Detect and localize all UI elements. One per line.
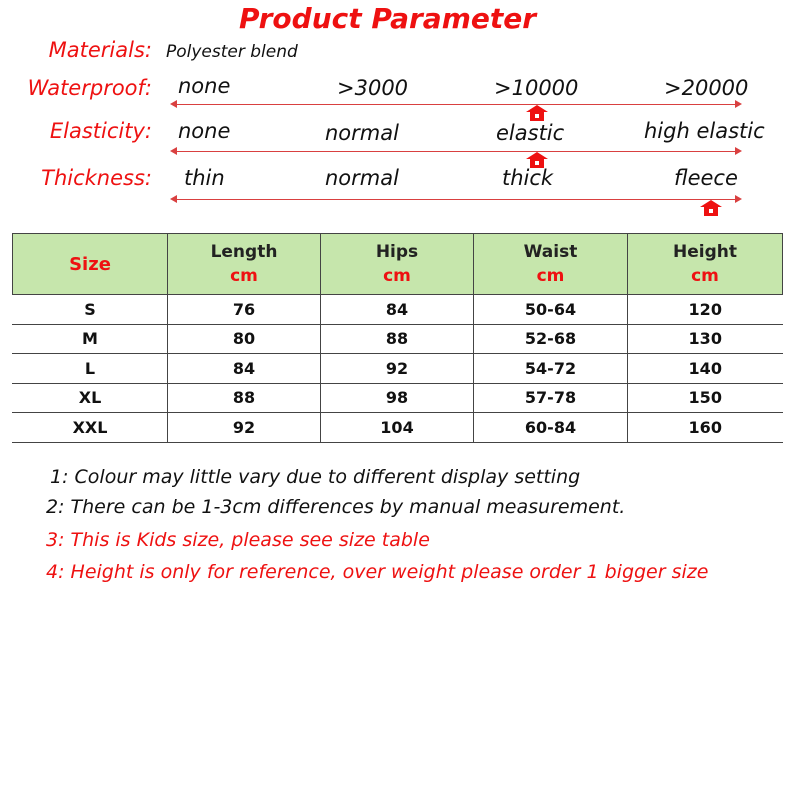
waterproof-option-10000: >10000 — [494, 76, 579, 100]
selected-indicator-icon — [526, 105, 548, 121]
table-row — [13, 413, 783, 443]
column-header-length — [168, 234, 321, 295]
elasticity-option-none: none — [178, 119, 231, 143]
height-cell: 150 — [628, 383, 783, 413]
size-table — [12, 233, 783, 443]
arrow-right-icon — [735, 100, 742, 108]
column-unit: cm — [691, 266, 719, 286]
thickness-option-normal: normal — [325, 166, 399, 190]
length-cell: 88 — [168, 383, 321, 413]
arrow-left-icon — [170, 100, 177, 108]
size-cell: XXL — [13, 413, 168, 443]
note-measurement: 2: There can be 1-3cm differences by manual measurement. — [46, 496, 626, 518]
note-height-reference: 4: Height is only for reference, over weight please order 1 bigger size — [46, 561, 709, 583]
elasticity-scale-line — [172, 151, 740, 152]
arrow-left-icon — [170, 147, 177, 155]
column-header-label: Height — [673, 242, 737, 262]
table-row — [13, 383, 783, 413]
waterproof-label: Waterproof: — [27, 76, 152, 100]
size-cell: L — [13, 354, 168, 384]
thickness-label: Thickness: — [41, 166, 152, 190]
hips-cell: 88 — [321, 324, 474, 354]
height-cell: 160 — [628, 413, 783, 443]
length-cell: 80 — [168, 324, 321, 354]
length-cell: 76 — [168, 295, 321, 325]
materials-value: Polyester blend — [166, 42, 298, 62]
elasticity-option-high-elastic: high elastic — [644, 119, 765, 143]
thickness-scale-line — [172, 199, 740, 200]
column-header-label: Length — [210, 242, 278, 262]
selected-indicator-icon — [700, 200, 722, 216]
waist-cell: 52-68 — [474, 324, 628, 354]
height-cell: 120 — [628, 295, 783, 325]
column-header-label: Waist — [523, 242, 578, 262]
elasticity-option-normal: normal — [325, 121, 399, 145]
size-table-header-row — [13, 234, 783, 295]
arrow-right-icon — [735, 147, 742, 155]
waist-cell: 60-84 — [474, 413, 628, 443]
size-cell: M — [13, 324, 168, 354]
waterproof-option-20000: >20000 — [664, 76, 749, 100]
materials-label: Materials: — [48, 38, 152, 62]
hips-cell: 104 — [321, 413, 474, 443]
page-title: Product Parameter — [238, 2, 537, 35]
hips-cell: 84 — [321, 295, 474, 325]
note-colour: 1: Colour may little vary due to different display setting — [50, 466, 581, 488]
size-cell: XL — [13, 383, 168, 413]
elasticity-option-elastic: elastic — [496, 121, 565, 145]
waist-cell: 57-78 — [474, 383, 628, 413]
waterproof-scale-line — [172, 104, 740, 105]
table-row — [13, 354, 783, 384]
arrow-right-icon — [735, 195, 742, 203]
height-cell: 140 — [628, 354, 783, 384]
column-unit: cm — [536, 266, 565, 286]
column-header-size: Size — [13, 234, 168, 295]
thickness-option-thin: thin — [184, 166, 225, 190]
note-kids-size: 3: This is Kids size, please see size table — [46, 529, 430, 551]
column-unit: cm — [383, 266, 411, 286]
hips-cell: 92 — [321, 354, 474, 384]
hips-cell: 98 — [321, 383, 474, 413]
waist-cell: 50-64 — [474, 295, 628, 325]
column-header-label: Hips — [375, 242, 419, 262]
waterproof-option-none: none — [178, 74, 231, 98]
table-row — [13, 324, 783, 354]
arrow-left-icon — [170, 195, 177, 203]
column-header-height — [628, 234, 783, 295]
length-cell: 92 — [168, 413, 321, 443]
table-row — [13, 295, 783, 325]
waterproof-option-3000: >3000 — [337, 76, 409, 100]
height-cell: 130 — [628, 324, 783, 354]
waist-cell: 54-72 — [474, 354, 628, 384]
column-unit: cm — [230, 266, 258, 286]
size-cell: S — [13, 295, 168, 325]
column-header-waist — [474, 234, 628, 295]
elasticity-label: Elasticity: — [49, 119, 152, 143]
thickness-option-thick: thick — [502, 166, 554, 190]
length-cell: 84 — [168, 354, 321, 384]
thickness-option-fleece: fleece — [674, 166, 738, 190]
column-header-hips — [321, 234, 474, 295]
